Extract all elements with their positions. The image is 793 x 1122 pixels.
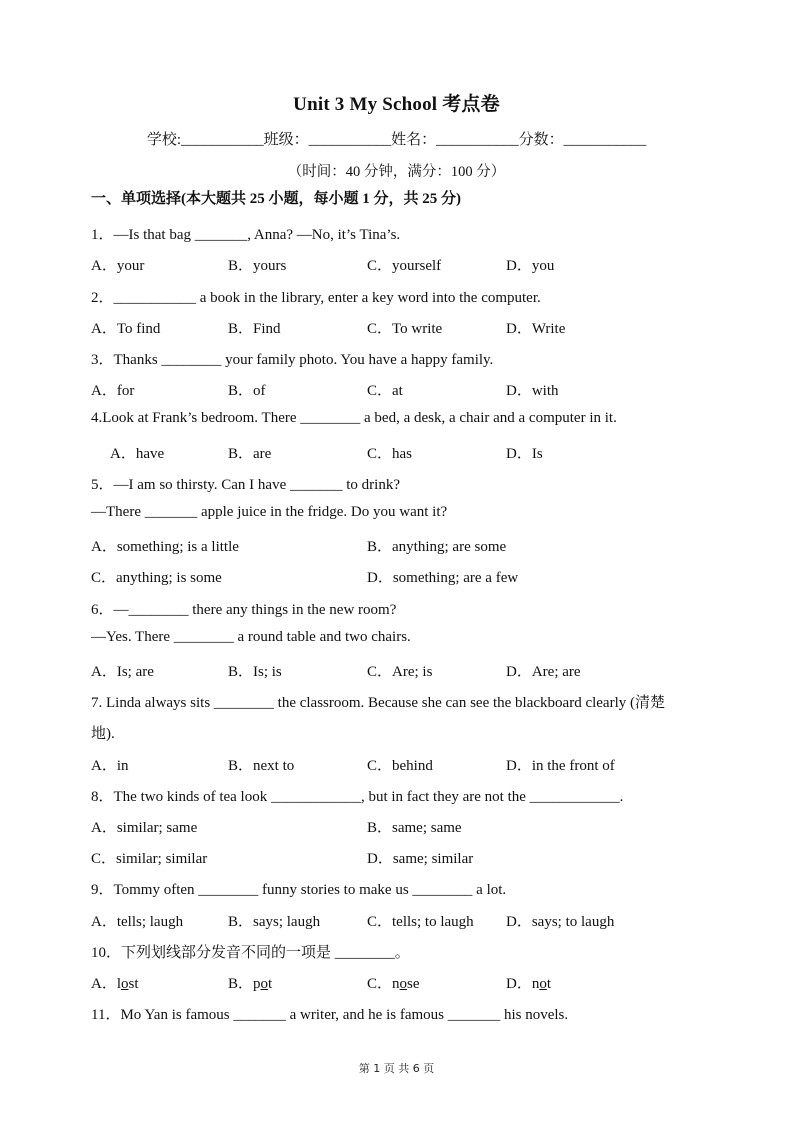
- option-c: C．behind: [367, 758, 433, 774]
- option-a: A．in: [91, 758, 129, 774]
- option-d: D．in the front of: [506, 758, 615, 774]
- option-c: C．anything; is some: [91, 570, 222, 586]
- option-c: C．at: [367, 383, 403, 399]
- option-c: C．Are; is: [367, 664, 433, 680]
- option-b: B．says; laugh: [228, 914, 321, 930]
- question-stem: 9．Tommy often ________ funny stories to make us ________ a lot.: [91, 882, 507, 898]
- option-b: B．are: [228, 446, 272, 462]
- question-stem-continued: —There _______ apple juice in the fridge. Do you want it?: [91, 504, 448, 520]
- question-stem: 4.Look at Frank’s bedroom. There ________ a bed, a desk, a chair and a computer in it.: [91, 410, 617, 426]
- underlined-letter: o: [399, 976, 408, 992]
- option-a: A．your: [91, 258, 145, 274]
- question-stem: 11．Mo Yan is famous _______ a writer, and he is famous _______ his novels.: [91, 1007, 569, 1023]
- option-d: D．Write: [506, 321, 566, 337]
- option-b: B．of: [228, 383, 266, 399]
- question-stem: 8．The two kinds of tea look ____________, but in fact they are not the ____________.: [91, 789, 624, 805]
- option-d: D．not: [506, 976, 552, 992]
- option-a: A．have: [110, 446, 165, 462]
- option-d: D．says; to laugh: [506, 914, 615, 930]
- option-b: B．anything; are some: [367, 539, 507, 555]
- time-score-line: （时间：40 分钟，满分：100 分）: [287, 164, 506, 180]
- option-a: A．similar; same: [91, 820, 198, 836]
- question-stem-continued: —Yes. There ________ a round table and two chairs.: [91, 629, 411, 645]
- question-stem: 5．—I am so thirsty. Can I have _______ to drink?: [91, 477, 400, 493]
- option-d: D．you: [506, 258, 555, 274]
- option-b: B．same; same: [367, 820, 462, 836]
- question-stem: 2．___________ a book in the library, enter a key word into the computer.: [91, 290, 541, 306]
- question-stem-continued: 地).: [91, 726, 115, 742]
- option-a: A．for: [91, 383, 135, 399]
- question-stem: 7. Linda always sits ________ the classroom. Because she can see the blackboard clearly (清楚: [91, 695, 665, 711]
- question-stem: 6．—________ there any things in the new room?: [91, 602, 397, 618]
- question-stem: 10．下列划线部分发音不同的一项是 ________。: [91, 945, 410, 961]
- underlined-letter: o: [260, 976, 269, 992]
- option-c: C．has: [367, 446, 413, 462]
- option-b: B．yours: [228, 258, 287, 274]
- page-title: Unit 3 My School 考点卷: [293, 94, 500, 115]
- option-c: C．To write: [367, 321, 443, 337]
- option-d: D．same; similar: [367, 851, 474, 867]
- option-c: C．similar; similar: [91, 851, 208, 867]
- page-footer: 第 1 页 共 6 页: [358, 1062, 435, 1075]
- option-d: D．Are; are: [506, 664, 581, 680]
- option-a: A．To find: [91, 321, 161, 337]
- option-c: C．tells; to laugh: [367, 914, 474, 930]
- option-a: A．Is; are: [91, 664, 154, 680]
- question-stem: 1．—Is that bag _______, Anna? —No, it’s Tina’s.: [91, 227, 401, 243]
- option-d: D．with: [506, 383, 559, 399]
- option-c: C．nose: [367, 976, 420, 992]
- option-b: B．next to: [228, 758, 295, 774]
- option-a: A．tells; laugh: [91, 914, 184, 930]
- option-d: D．Is: [506, 446, 543, 462]
- option-a: A．lost: [91, 976, 139, 992]
- option-b: B．Find: [228, 321, 281, 337]
- question-stem: 3．Thanks ________ your family photo. You have a happy family.: [91, 352, 494, 368]
- option-b: B．pot: [228, 976, 273, 992]
- underlined-letter: o: [539, 976, 547, 992]
- option-c: C．yourself: [367, 258, 442, 274]
- section-title: 一、单项选择(本大题共 25 小题，每小题 1 分，共 25 分): [91, 191, 461, 207]
- option-d: D．something; are a few: [367, 570, 519, 586]
- option-b: B．Is; is: [228, 664, 282, 680]
- option-a: A．something; is a little: [91, 539, 239, 555]
- student-info-line: 学校:___________班级：___________姓名：___________分数：___________: [146, 132, 647, 148]
- underlined-letter: o: [121, 976, 129, 992]
